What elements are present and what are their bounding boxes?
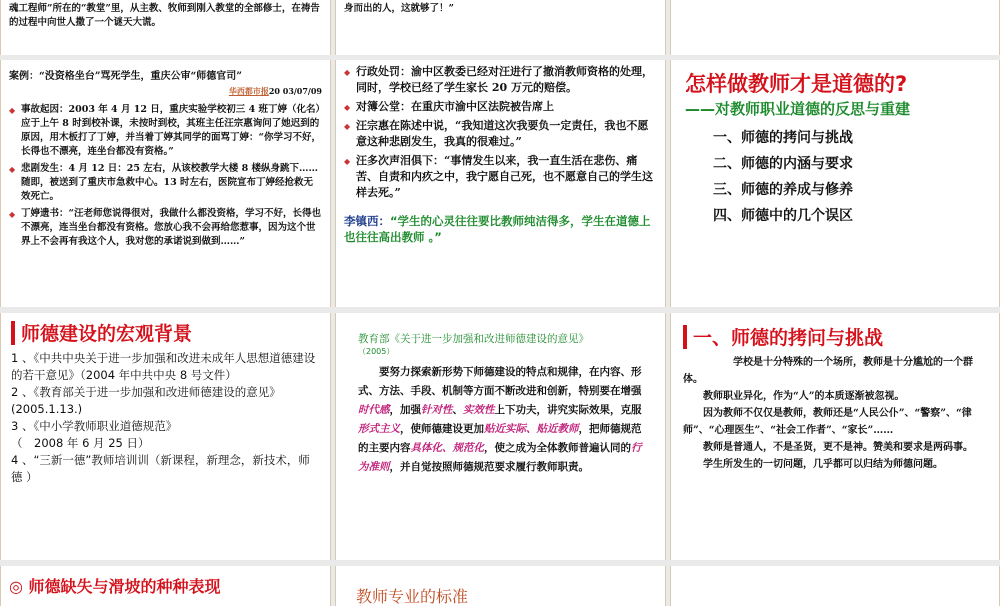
slide-outline[interactable]	[670, 60, 1000, 307]
body-text: ，加强	[389, 404, 421, 416]
list-item: 3 、《中小学教师职业道德规范》	[11, 419, 178, 433]
slide-top-mid[interactable]	[335, 0, 666, 55]
case-title: 案例：“没资格坐台”骂死学生，重庆公审“师德官司”	[9, 71, 243, 82]
emphasis-text: 针对性	[421, 404, 453, 416]
list-item: ◆ 悲剧发生：4 月 12 日：25 左右，从该校教学大楼 8 楼纵身跳下……随即，被送到了重庆市急救中心。13 时左右，医院宣布丁婷经抢救无效死亡。	[9, 162, 322, 204]
case-date: 20 03/07/09	[268, 86, 322, 96]
outline-title: 怎样做教师才是道德的?	[685, 72, 908, 96]
quote-author: 李镇西：	[344, 214, 390, 228]
background-heading	[11, 319, 320, 346]
bottom-left-title: ◎ 师德缺失与滑坡的种种表现	[9, 577, 221, 596]
background-list	[11, 350, 320, 486]
challenge-heading	[683, 323, 987, 350]
bottom-mid-title: 教师专业的标准	[356, 587, 469, 606]
body-text: ，使师德建设更加	[400, 423, 484, 435]
list-item: （ 2008 年 6 月 25 日）	[11, 436, 150, 450]
list-item: ◆ 事故起因：2003 年 4 月 12 日，重庆实验学校初三 4 班丁婷（化名）应于上午 8 时到校补课，未按时到校，其班主任汪宗惠询问了她迟到的原因，用木板打了丁婷，并当着丁婷其同学的面骂丁婷：“你学习不好，长得也不漂亮，连坐台都没有资格。”	[9, 103, 322, 159]
slide-top-left[interactable]	[0, 0, 331, 55]
quote-block	[344, 213, 657, 245]
slide-bottom-left[interactable]	[0, 566, 331, 606]
list-item: 4 、“三新一德”教师培训训（新课程，新理念，新技术，师德 ）	[11, 453, 310, 484]
slide-challenge[interactable]	[670, 313, 1000, 560]
outline-list	[685, 125, 985, 229]
list-item: ◆ 汪多次声泪俱下：“事情发生以来，我一直生活在悲伤、痛苦、自责和内疚之中，我宁愿自己死，也不愿意自己的学生这样去死。”	[344, 153, 657, 201]
paragraph: 教师是普通人，不是圣贤，更不是神。赞美和要求是两码事。	[703, 442, 973, 453]
outline-item[interactable]: 一、师德的拷问与挑战	[713, 130, 853, 146]
list-item: ◆ 汪宗惠在陈述中说，“我知道这次我要负一定责任，我也不愿意这种悲剧发生，我真的很难过。”	[344, 118, 657, 150]
case-source-line	[9, 84, 322, 99]
body-text: ，把师德规范的主要内容	[358, 423, 642, 454]
slide-bottom-mid[interactable]	[335, 566, 666, 606]
list-item: 1 、《中共中央关于进一步加强和改进未成年人思想道德建设的若干意见》（2004 年中共中央 8 号文件）	[11, 351, 316, 382]
emphasis-text: 具体化、规范化	[410, 442, 484, 454]
emphasis-text: 贴近实际、贴近教师	[484, 423, 579, 435]
list-item: ◆ 丁婷遗书：“汪老师您说得很对，我做什么都没资格，学习不好，长得也不漂亮，连当坐台都没有资格。您放心我不会再给您惹事，因为这个世界上不会再有我这个人，我对您的承诺说到做到……”	[9, 207, 322, 249]
ministry-title: 教育部《关于进一步加强和改进师德建设的意见》	[358, 333, 589, 345]
body-text: 要努力探索新形势下师德建设的特点和规律，在内容、形式、方法、手段、机制等方面不断改进和创新，特别要在增强	[358, 366, 642, 397]
emphasis-text: 时代感	[358, 404, 390, 416]
case-list	[9, 103, 322, 249]
outline-item[interactable]: 二、师德的内涵与要求	[713, 156, 853, 172]
challenge-title: 一、师德的拷问与挑战	[693, 327, 884, 349]
body-text: ，使之成为全体教师普遍认同的	[484, 442, 631, 454]
slide-verdict[interactable]	[335, 60, 666, 307]
background-title: 师德建设的宏观背景	[21, 323, 193, 345]
list-item: ◆ 对簿公堂：在重庆市渝中区法院被告席上	[344, 99, 657, 115]
slide-text: 身而出的人，这就够了！”	[344, 3, 454, 14]
emphasis-text: 行为准则	[358, 442, 642, 473]
paragraph: 教师职业异化，作为“人”的本质逐渐被忽视。	[703, 391, 905, 402]
body-text: ，并自觉按照师德规范要求履行教师职责。	[389, 461, 589, 473]
outline-subtitle: ——对教师职业道德的反思与重建	[685, 100, 911, 118]
ministry-year: （2005）	[358, 347, 395, 356]
case-source-link[interactable]: 华西都市报	[228, 86, 269, 96]
emphasis-text: 实效性	[463, 404, 495, 416]
verdict-list	[344, 64, 657, 201]
quote-text: “学生的心灵往往要比教师纯洁得多，学生在道德上也往往高出教师 。”	[344, 214, 651, 244]
body-text: 上下功夫，讲究实际效果，克服	[494, 404, 642, 416]
list-item: 2 、《教育部关于进一步加强和改进师德建设的意见》(2005.1.13.)	[11, 385, 281, 416]
ministry-body	[358, 363, 651, 477]
slide-case[interactable]	[0, 60, 331, 307]
slide-text: 魂工程师”所在的“教堂”里，从主教、牧师到刚入教堂的全部修士，在祷告的过程中向世人撒了一个谜天大谎。	[9, 3, 320, 28]
slide-ministry[interactable]	[335, 313, 666, 560]
accent-bar	[683, 325, 687, 349]
outline-item[interactable]: 三、师德的养成与修养	[713, 182, 853, 198]
slide-bottom-right[interactable]	[670, 566, 1000, 606]
accent-bar	[11, 321, 15, 345]
slide-top-right[interactable]	[670, 0, 1000, 55]
emphasis-text: 形式主义	[358, 423, 400, 435]
challenge-body	[683, 354, 987, 473]
paragraph: 因为教师不仅仅是教师，教师还是“人民公仆”、“警察”、“律师”、“心理医生”、“社会工作者”、“家长”……	[683, 408, 972, 436]
paragraph: 学生所发生的一切问题，几乎都可以归结为师德问题。	[703, 459, 943, 470]
body-text: 、	[452, 404, 463, 416]
outline-item[interactable]: 四、师德中的几个误区	[713, 208, 853, 224]
slide-background[interactable]	[0, 313, 331, 560]
paragraph: 学校是十分特殊的一个场所，教师是十分尴尬的一个群体。	[683, 357, 973, 385]
list-item: ◆ 行政处罚：渝中区教委已经对汪进行了撤消教师资格的处理，同时，学校已经了学生家长 20 万元的赔偿。	[344, 64, 657, 96]
